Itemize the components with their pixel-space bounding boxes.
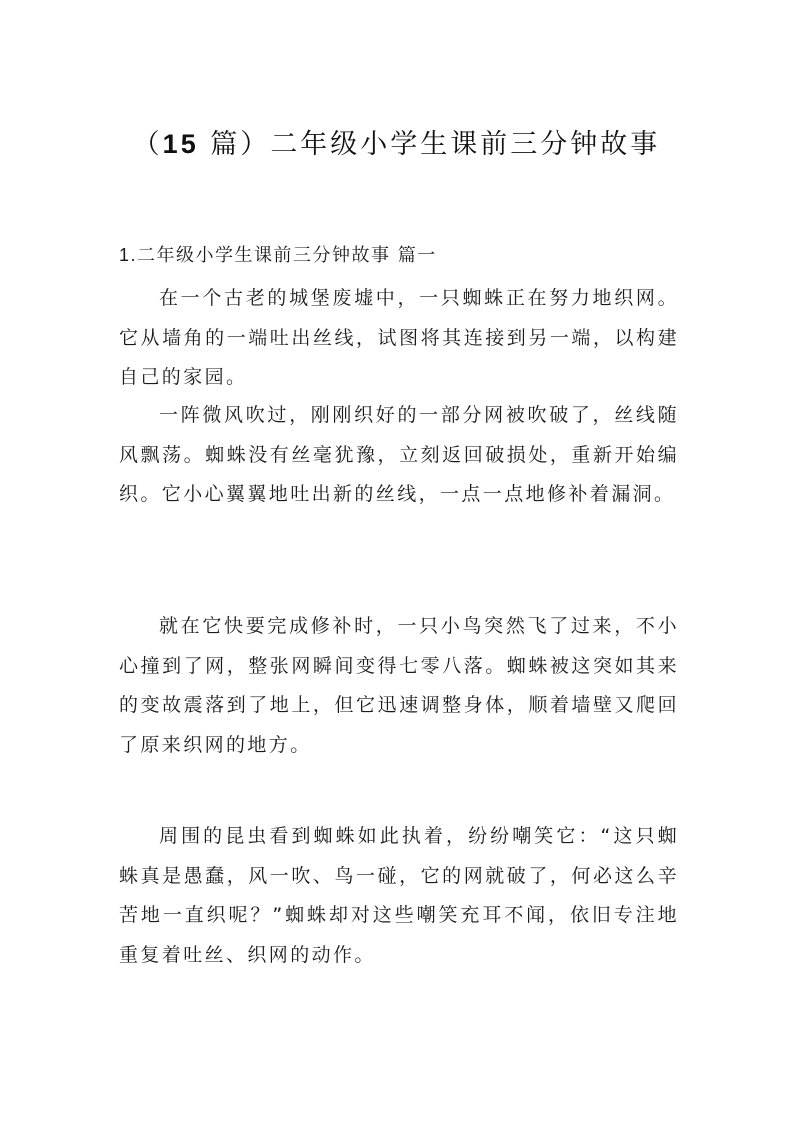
paragraph: 一阵微风吹过，刚刚织好的一部分网被吹破了，丝线随风飘荡。蜘蛛没有丝毫犹豫，立刻返回破损处，重新开始编织。它小心翼翼地吐出新的丝线，一点一点地修补着漏洞。 — [119, 404, 679, 505]
title-paren-open: （ — [132, 129, 163, 160]
document-title — [0, 124, 793, 165]
paragraph-2-block — [119, 396, 679, 515]
title-main: 二年级小学生课前三分钟故事 — [270, 129, 661, 160]
section-heading-text: 二年级小学生课前三分钟故事 篇一 — [137, 245, 437, 266]
paragraph-3-block — [119, 607, 679, 765]
paragraph-1-block — [119, 279, 679, 398]
title-paren-close: 篇） — [198, 129, 271, 160]
section-number: 1. — [119, 245, 138, 265]
title-count: 15 — [162, 129, 199, 159]
paragraph: 就在它快要完成修补时，一只小鸟突然飞了过来，不小心撞到了网，整张网瞬间变得七零八落。蜘蛛被这突如其来的变故震落到了地上，但它迅速调整身体，顺着墙壁又爬回了原来织网的地方。 — [119, 615, 679, 756]
paragraph-4-block — [119, 817, 679, 975]
paragraph: 在一个古老的城堡废墟中，一只蜘蛛正在努力地织网。它从墙角的一端吐出丝线，试图将其连接到另一端，以构建自己的家园。 — [119, 287, 679, 388]
section-heading — [119, 242, 437, 269]
paragraph: 周围的昆虫看到蜘蛛如此执着，纷纷嘲笑它：“这只蜘蛛真是愚蠢，风一吹、鸟一碰，它的网就破了，何必这么辛苦地一直织呢？”蜘蛛却对这些嘲笑充耳不闻，依旧专注地重复着吐丝、织网的动作。 — [119, 825, 679, 966]
